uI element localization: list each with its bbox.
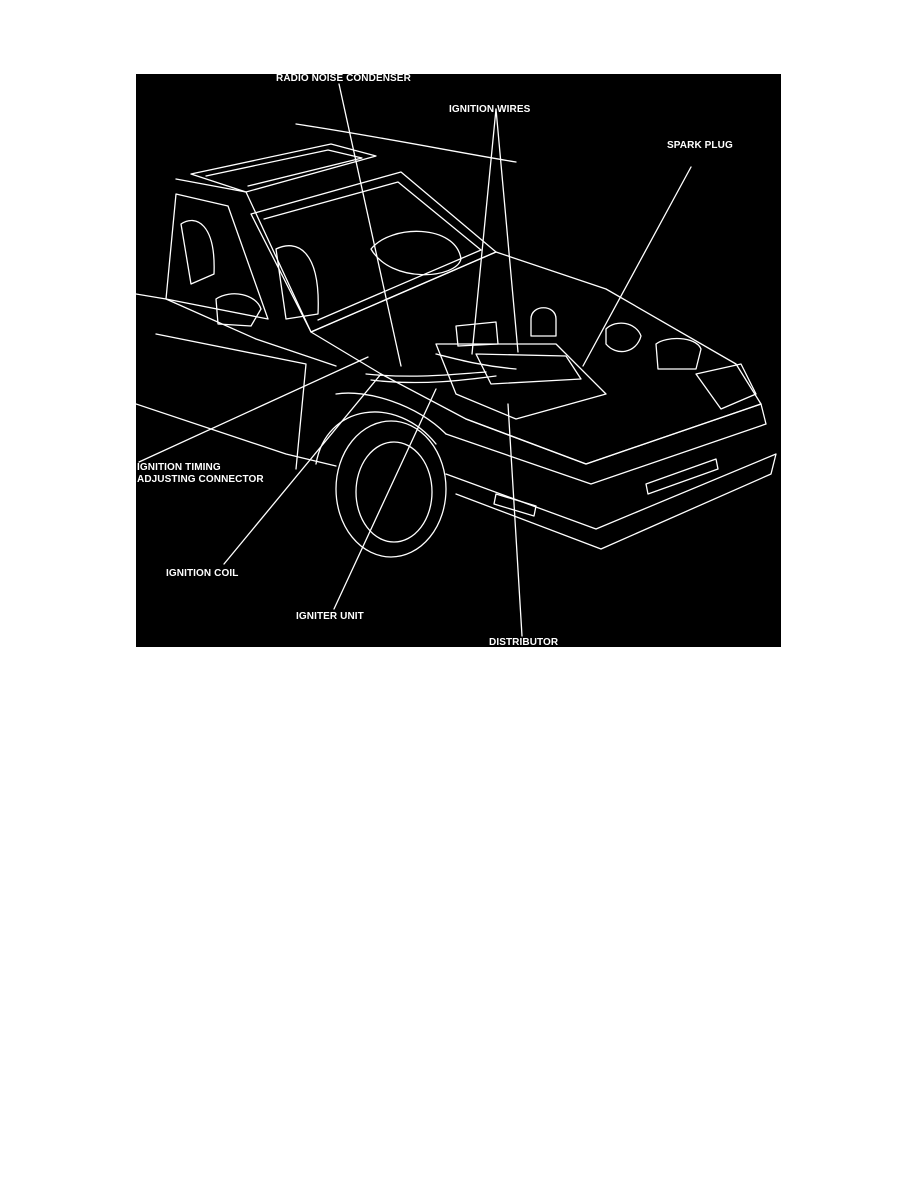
leader-spark-plug [583, 167, 691, 366]
leader-ignition-wires-a [472, 109, 496, 354]
seat-left [181, 221, 214, 284]
seat-right [276, 246, 318, 319]
a-pillar [176, 179, 311, 332]
front-bumper [446, 454, 776, 549]
label-igniter-unit: IGNITER UNIT [296, 611, 364, 622]
ignition-wire-3 [436, 354, 516, 369]
label-ignition-timing-adjusting-connector [137, 462, 264, 486]
hood-outline [311, 252, 761, 464]
front-rim [356, 442, 432, 542]
car-engine-illustration [136, 74, 781, 647]
label-distributor: DISTRIBUTOR [489, 637, 559, 647]
battery [456, 322, 498, 346]
label-spark-plug: SPARK PLUG [667, 140, 733, 151]
leader-ignition-timing [139, 357, 368, 462]
label-ignition-coil: IGNITION COIL [166, 568, 239, 579]
grille [646, 459, 718, 494]
leader-radio-noise-condenser [339, 84, 401, 366]
front-nose [446, 404, 766, 484]
label-ignition-timing-line2: ADJUSTING CONNECTOR [137, 474, 264, 485]
lower-body [136, 404, 336, 466]
label-radio-noise-condenser: RADIO NOISE CONDENSER [276, 74, 411, 84]
label-ignition-timing-line1: IGNITION TIMING [137, 462, 221, 473]
label-ignition-wires: IGNITION WIRES [449, 104, 531, 115]
door-line [156, 334, 306, 469]
sunroof-inner [206, 150, 362, 186]
coolant-reservoir [531, 308, 556, 336]
sunroof [191, 144, 376, 192]
front-tire [336, 421, 446, 557]
body-side [136, 294, 336, 366]
ignition-component-diagram [136, 74, 781, 647]
steering-wheel [371, 231, 461, 274]
wheel-arch [316, 412, 436, 464]
roof-line [296, 124, 516, 162]
intake-manifold [476, 354, 581, 384]
leader-ignition-wires-b [496, 109, 518, 352]
air-cleaner [656, 339, 701, 369]
ignition-wire-1 [366, 372, 486, 376]
headlight [696, 364, 756, 409]
side-window [166, 194, 268, 319]
fan-housing [606, 323, 641, 351]
